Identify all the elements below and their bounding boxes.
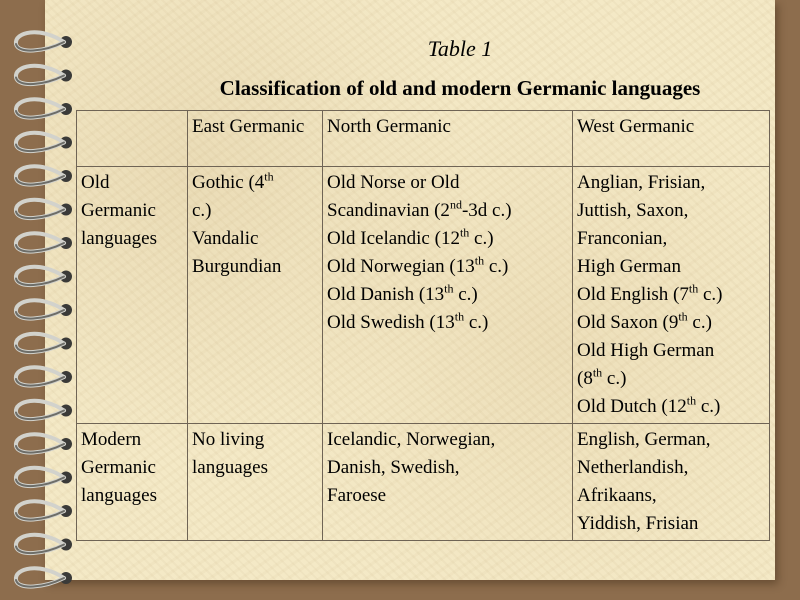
spiral-ring — [16, 334, 72, 352]
lang-line: Netherlandish, — [577, 457, 689, 478]
lang-line: Afrikaans, — [577, 485, 657, 506]
spiral-ring — [16, 568, 72, 586]
lang-line: languages — [192, 457, 268, 478]
label-line: Old — [81, 172, 110, 193]
lang-old-norse: Old Norse or Old — [327, 172, 460, 193]
lang-line: High German — [577, 256, 681, 277]
table-number: Table 1 — [427, 36, 493, 61]
spiral-ring — [16, 468, 72, 486]
lang-line: Faroese — [327, 485, 387, 506]
lang-line: English, German, — [577, 429, 711, 450]
lang-old-high-german: Old High German — [577, 340, 715, 361]
lang-gothic-century: c.) — [192, 200, 212, 221]
lang-vandalic: Vandalic — [192, 228, 259, 249]
row-label-modern — [77, 424, 188, 541]
lang-line: No living — [192, 429, 265, 450]
spiral-ring — [16, 434, 72, 452]
old-north-germanic — [323, 167, 573, 424]
lang-old-saxon: Old Saxon (9th c.) — [577, 309, 712, 333]
spiral-ring — [16, 233, 72, 251]
spiral-ring — [16, 367, 72, 385]
lang-old-swedish: Old Swedish (13th c.) — [327, 309, 489, 333]
spiral-ring — [16, 267, 72, 285]
spiral-ring — [16, 300, 72, 318]
old-west-germanic — [573, 167, 770, 424]
spiral-ring — [16, 501, 72, 519]
lang-line: Juttish, Saxon, — [577, 200, 689, 221]
label-line: Germanic — [81, 200, 156, 221]
corner-cell — [77, 111, 188, 167]
row-label-old — [77, 167, 188, 424]
label-line: languages — [81, 485, 157, 506]
label-line: Germanic — [81, 457, 156, 478]
spiral-ring — [16, 99, 72, 117]
spiral-ring — [16, 166, 72, 184]
lang-old-scandinavian: Scandinavian (2nd-3d c.) — [327, 197, 512, 221]
header-west-germanic: West Germanic — [573, 111, 770, 167]
label-line: languages — [81, 228, 157, 249]
old-east-germanic — [188, 167, 323, 424]
lang-line: Yiddish, Frisian — [577, 513, 699, 534]
lang-old-icelandic: Old Icelandic (12th c.) — [327, 225, 494, 249]
modern-west-germanic — [573, 424, 770, 541]
lang-burgundian: Burgundian — [192, 256, 282, 277]
lang-old-dutch: Old Dutch (12th c.) — [577, 393, 721, 417]
lang-old-english: Old English (7th c.) — [577, 281, 723, 305]
lang-old-norwegian: Old Norwegian (13th c.) — [327, 253, 509, 277]
lang-line: Anglian, Frisian, — [577, 172, 706, 193]
table-row-old — [77, 167, 770, 424]
table-row-header — [77, 111, 770, 167]
header-north-germanic: North Germanic — [323, 111, 573, 167]
spiral-ring — [16, 401, 72, 419]
lang-line: Franconian, — [577, 228, 668, 249]
spiral-ring — [16, 200, 72, 218]
modern-north-germanic — [323, 424, 573, 541]
lang-old-danish: Old Danish (13th c.) — [327, 281, 478, 305]
spiral-ring — [16, 133, 72, 151]
table-caption: Classification of old and modern Germanic languages — [219, 76, 701, 100]
spiral-ring — [16, 535, 72, 553]
table-row-modern — [77, 424, 770, 541]
label-line: Modern — [81, 429, 142, 450]
lang-old-high-german-century: (8th c.) — [577, 365, 627, 389]
lang-line: Danish, Swedish, — [327, 457, 460, 478]
modern-east-germanic — [188, 424, 323, 541]
lang-gothic: Gothic (4th — [192, 169, 274, 193]
lang-line: Icelandic, Norwegian, — [327, 429, 496, 450]
header-east-germanic: East Germanic — [188, 111, 323, 167]
classification-table — [76, 110, 770, 541]
